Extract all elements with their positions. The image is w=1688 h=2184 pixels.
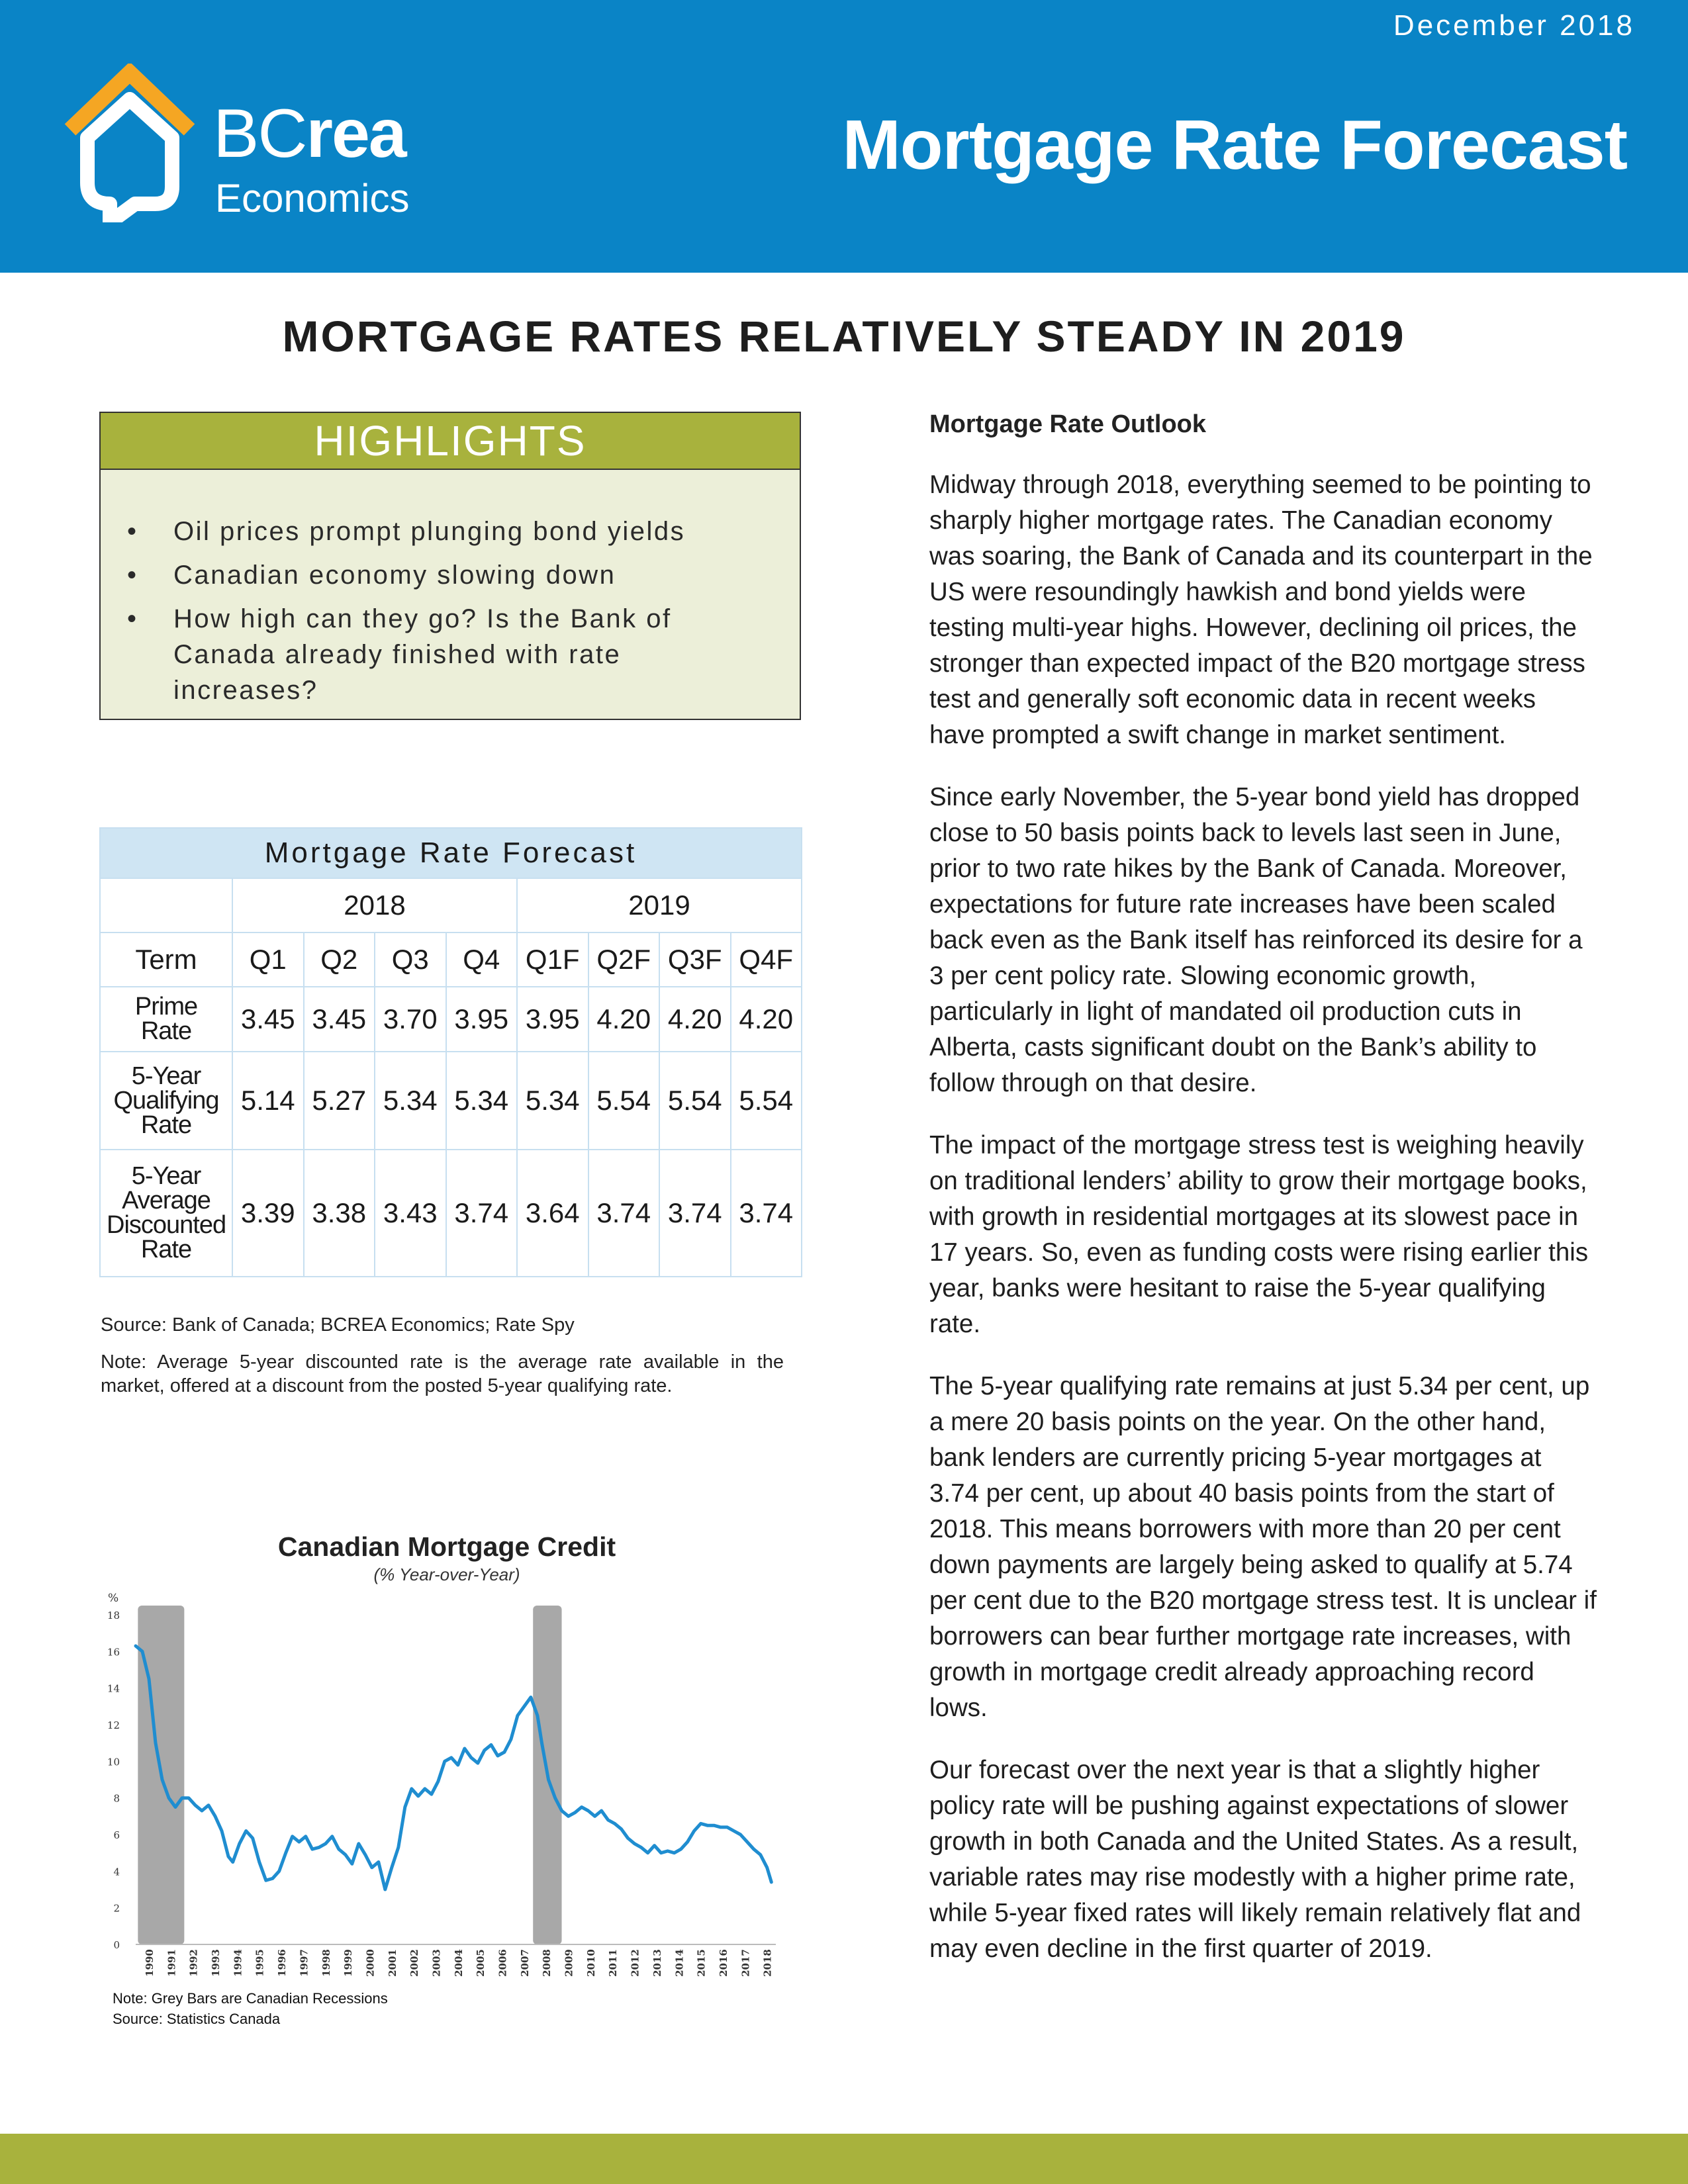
row-label-text: 5-Year Qualifying Rate	[113, 1062, 219, 1139]
y-tick-label: 16	[107, 1646, 120, 1659]
y-tick-label: 8	[113, 1792, 120, 1805]
rate-cell: 3.70	[375, 987, 446, 1052]
rate-cell: 5.34	[517, 1052, 588, 1150]
outlook-heading: Mortgage Rate Outlook	[929, 410, 1207, 438]
x-tick-label: 2003	[430, 1949, 443, 1977]
mortgage-rate-forecast-table	[99, 827, 802, 1277]
quarter-header: Q1F	[517, 933, 588, 987]
year-header-2019: 2019	[517, 878, 802, 933]
term-header: Term	[100, 933, 232, 987]
x-tick-label: 2012	[629, 1949, 641, 1977]
y-tick-label: 4	[113, 1866, 120, 1878]
x-tick-label: 1999	[342, 1949, 355, 1977]
brand-rea-text: rea	[306, 95, 406, 172]
x-tick-label: 2009	[563, 1949, 575, 1977]
highlight-item: • Oil prices prompt plunging bond yields	[120, 514, 773, 549]
headline: MORTGAGE RATES RELATIVELY STEADY IN 2019	[282, 312, 1406, 361]
page-title: Mortgage Rate Forecast	[842, 106, 1627, 184]
chart-title: Canadian Mortgage Credit	[277, 1531, 616, 1562]
rate-cell: 3.95	[517, 987, 588, 1052]
row-label	[100, 1150, 232, 1277]
x-tick-label: 1991	[165, 1949, 178, 1977]
rate-cell: 3.43	[375, 1150, 446, 1277]
table-note: Note: Average 5-year discounted rate is the average rate available in the market, offered at a discount from the posted 5-year qualifying rate.	[101, 1351, 784, 1396]
x-tick-label: 1995	[254, 1949, 266, 1977]
x-tick-label: 2017	[739, 1949, 752, 1977]
y-tick-label: 14	[107, 1682, 120, 1695]
x-tick-label: 1994	[232, 1949, 244, 1977]
rate-cell: 3.45	[304, 987, 375, 1052]
quarter-header: Q2F	[588, 933, 660, 987]
x-tick-label: 2002	[408, 1949, 421, 1977]
table-row	[100, 987, 802, 1052]
row-label-text: 5-Year Average Discounted Rate	[107, 1162, 226, 1263]
x-tick-label: 2005	[475, 1949, 487, 1977]
rate-cell: 3.45	[232, 987, 304, 1052]
x-tick-label: 2008	[541, 1949, 553, 1977]
brand-bc-text: BC	[213, 95, 306, 172]
mortgage-credit-chart	[99, 1522, 788, 2052]
table-title: Mortgage Rate Forecast	[100, 828, 802, 878]
quarter-header: Q4	[446, 933, 518, 987]
highlight-item: • How high can they go? Is the Bank of Canada already finished with rate increases?	[120, 601, 773, 708]
quarter-header: Q3F	[659, 933, 731, 987]
rate-cell: 3.38	[304, 1150, 375, 1277]
chart-subtitle: (% Year-over-Year)	[373, 1565, 520, 1584]
outlook-paragraph: The impact of the mortgage stress test is weighing heavily on traditional lenders’ ability to grow their mortgage books, with growth in residential mortgages at its slowest pace in 17 years. So, even as funding costs were rising earlier this year, banks were hesitant to raise the 5-year qualifying rate.	[929, 1131, 1589, 1338]
x-tick-label: 2011	[607, 1949, 620, 1977]
x-tick-label: 2016	[717, 1949, 729, 1977]
rate-cell: 3.74	[659, 1150, 731, 1277]
quarter-header: Q1	[232, 933, 304, 987]
highlights-list	[101, 470, 800, 708]
outlook-paragraph: The 5-year qualifying rate remains at just 5.34 per cent, up a mere 20 basis points on the year. On the other hand, bank lenders are currently pricing 5-year mortgages at 3.74 per cent, up about 40 basis points from the start of 2018. This means borrowers with more than 20 per cent down payments are largely being asked to qualify at 5.74 per cent due to the B20 mortgage stress test. It is unclear if borrowers can bear further mortgage rate increases, with growth in mortgage credit already approaching record lows.	[929, 1372, 1597, 1722]
x-tick-label: 1996	[276, 1949, 289, 1977]
outlook-paragraph: Midway through 2018, everything seemed to be pointing to sharply higher mortgage rates. The Canadian economy was soaring, the Bank of Canada and its counterpart in the US were resoundingly hawkish and bond yields were testing multi-year highs. However, declining oil prices, the stronger than expected impact of the B20 mortgage stress test and generally soft economic data in recent weeks have prompted a swift change in market sentiment.	[929, 471, 1593, 749]
rate-cell: 5.34	[375, 1052, 446, 1150]
rate-cell: 5.54	[588, 1052, 660, 1150]
y-tick-label: 6	[113, 1829, 120, 1841]
outlook-paragraph: Since early November, the 5-year bond yield has dropped close to 50 basis points back to levels last seen in June, prior to two rate hikes by the Bank of Canada. Moreover, expectations for future rate increases have been scaled back even as the Bank itself has reinforced its desire for a 3 per cent policy rate. Slowing economic growth, particularly in light of mandated oil production cuts in Alberta, casts significant doubt on the Bank’s ability to follow through on that desire.	[929, 783, 1583, 1097]
rate-cell: 3.64	[517, 1150, 588, 1277]
row-label	[100, 1052, 232, 1150]
rate-cell: 5.34	[446, 1052, 518, 1150]
rate-cell: 5.14	[232, 1052, 304, 1150]
rate-cell: 3.74	[446, 1150, 518, 1277]
rate-cell: 5.54	[659, 1052, 731, 1150]
issue-date: December 2018	[1393, 9, 1635, 42]
x-tick-label: 2000	[364, 1949, 377, 1977]
x-tick-label: 2015	[695, 1949, 708, 1977]
x-tick-label: 2014	[673, 1949, 686, 1977]
x-tick-label: 2018	[761, 1949, 774, 1977]
x-tick-label: 2007	[518, 1949, 531, 1977]
x-tick-label: 1998	[320, 1949, 332, 1977]
table-row	[100, 1052, 802, 1150]
outlook-paragraph: Our forecast over the next year is that a slightly higher policy rate will be pushing against expectations of slower growth in both Canada and the United States. As a result, variable rates may rise modestly with a higher prime rate, while 5-year fixed rates will likely remain relatively flat and may even decline in the first quarter of 2019.	[929, 1756, 1581, 1963]
rate-cell: 3.74	[731, 1150, 802, 1277]
x-tick-label: 2001	[386, 1949, 399, 1977]
y-tick-label: 0	[113, 1939, 120, 1951]
y-tick-label: 12	[107, 1719, 120, 1731]
rate-cell: 5.54	[731, 1052, 802, 1150]
highlight-item: • Canadian economy slowing down	[120, 557, 773, 593]
row-label	[100, 987, 232, 1052]
x-tick-label: 2004	[452, 1949, 465, 1977]
x-tick-label: 2006	[496, 1949, 509, 1977]
table-corner-cell	[100, 878, 232, 933]
x-tick-label: 1993	[210, 1949, 222, 1977]
x-tick-label: 1992	[187, 1949, 200, 1977]
quarter-header: Q2	[304, 933, 375, 987]
table-source: Source: Bank of Canada; BCREA Economics; Rate Spy	[101, 1314, 575, 1336]
rate-cell: 5.27	[304, 1052, 375, 1150]
brand-economics: Economics	[215, 176, 410, 220]
header-banner	[0, 0, 1688, 273]
y-axis-label: %	[108, 1592, 119, 1605]
year-header-2018: 2018	[232, 878, 517, 933]
highlights-heading: HIGHLIGHTS	[101, 413, 800, 470]
rate-cell: 4.20	[731, 987, 802, 1052]
rate-cell: 3.74	[588, 1150, 660, 1277]
quarter-header: Q3	[375, 933, 446, 987]
rate-cell: 3.39	[232, 1150, 304, 1277]
x-tick-label: 1997	[298, 1949, 310, 1977]
x-tick-label: 1990	[144, 1949, 156, 1977]
y-tick-label: 10	[107, 1756, 120, 1768]
y-tick-label: 18	[107, 1610, 120, 1621]
quarter-header: Q4F	[731, 933, 802, 987]
chart-plot	[99, 1522, 788, 1985]
chart-source: Source: Statistics Canada	[113, 2011, 281, 2027]
rate-cell: 3.95	[446, 987, 518, 1052]
chart-note: Note: Grey Bars are Canadian Recessions	[113, 1990, 388, 2007]
bcrea-house-logo-icon	[64, 64, 196, 222]
chart-footnotes	[113, 1988, 388, 2029]
rate-cell: 4.20	[588, 987, 660, 1052]
table-row	[100, 1150, 802, 1277]
row-label-text: Prime Rate	[134, 993, 198, 1045]
rate-cell: 4.20	[659, 987, 731, 1052]
x-tick-label: 2013	[651, 1949, 663, 1977]
brand-wordmark	[213, 95, 406, 172]
series-line	[136, 1646, 771, 1889]
outlook-section	[929, 406, 1598, 1993]
x-tick-label: 2010	[585, 1949, 597, 1977]
footer-band	[0, 2134, 1688, 2184]
y-tick-label: 2	[113, 1902, 120, 1915]
highlights-box	[99, 412, 801, 720]
